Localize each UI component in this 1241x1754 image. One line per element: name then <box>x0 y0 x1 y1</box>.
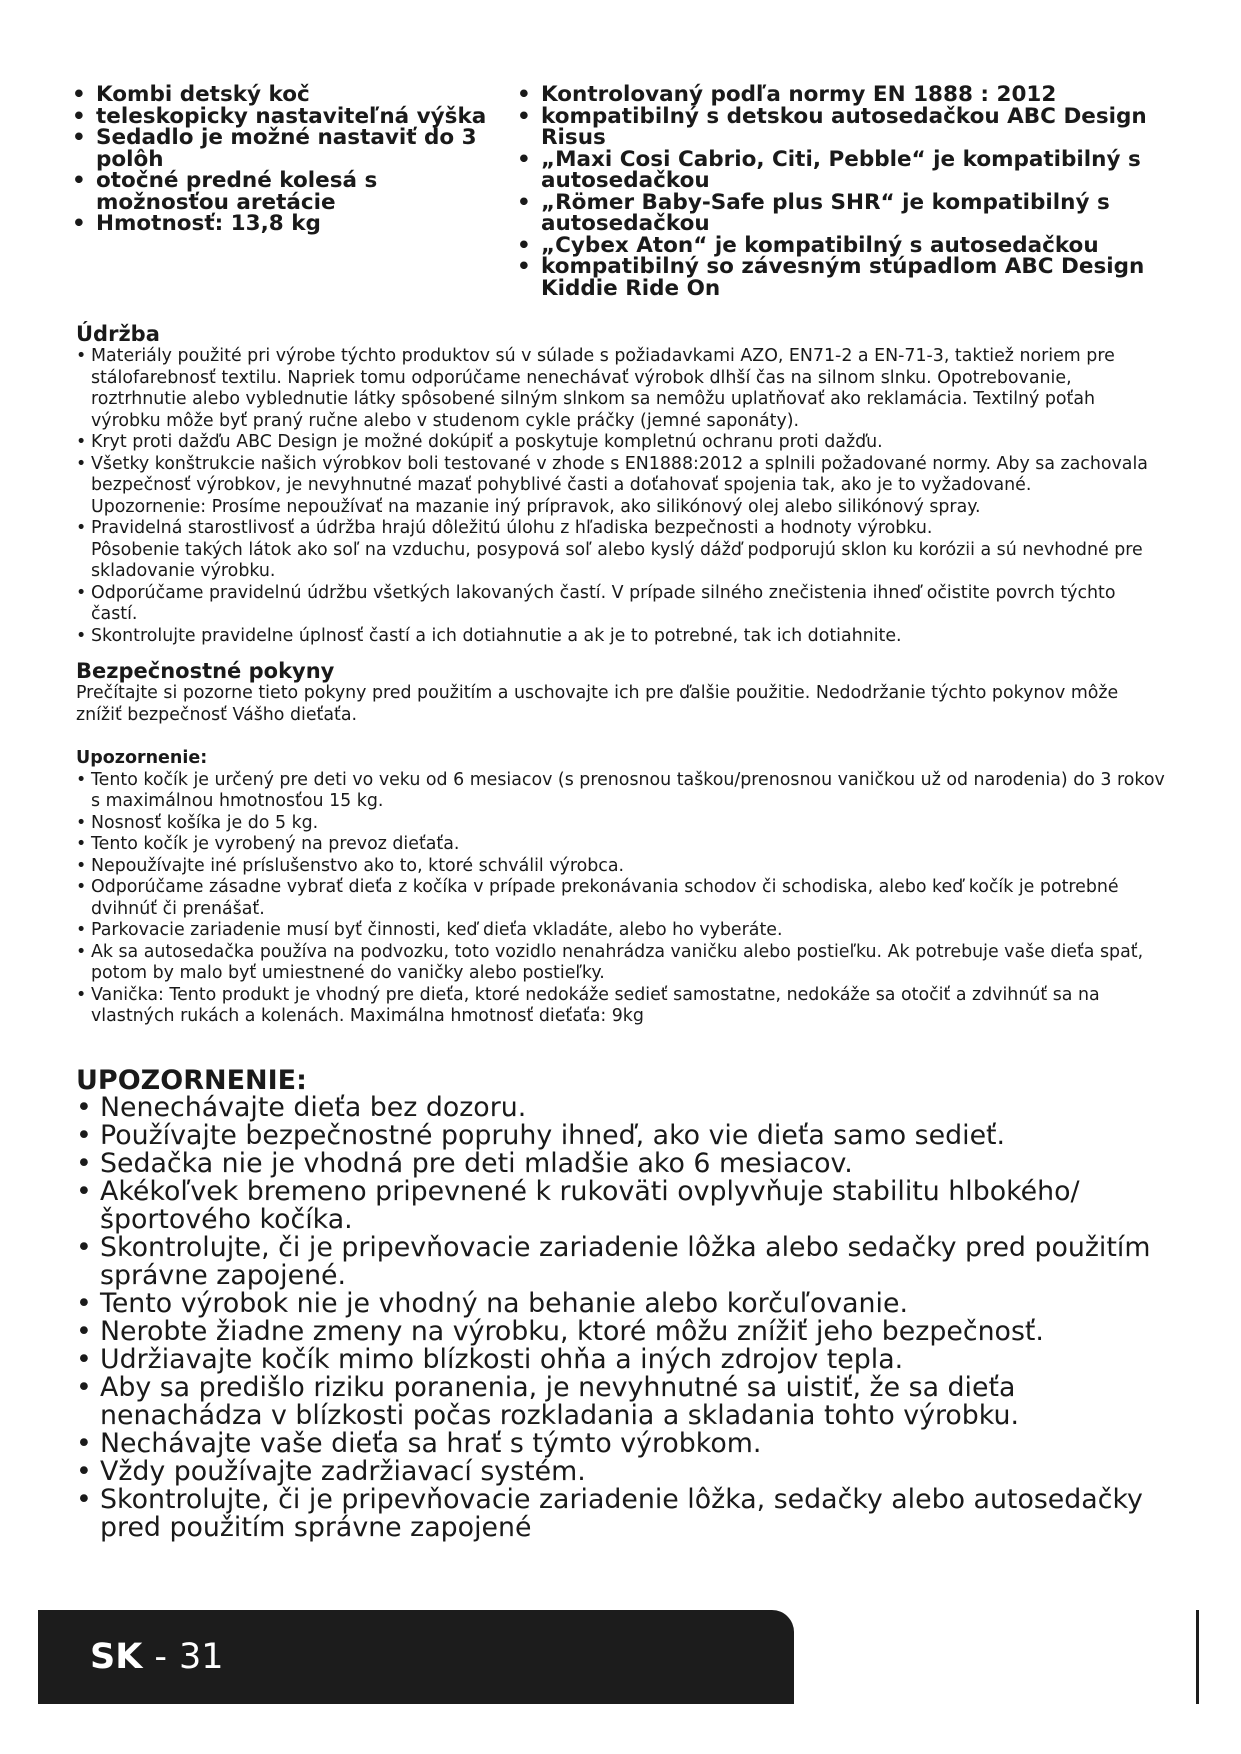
list-item: • Sedačka nie je vhodná pre deti mladšie ako 6 mesiacov. <box>76 1150 1166 1178</box>
item-text: Odporúčame pravidelnú údržbu všetkých lakovaných častí. V prípade silného znečistenia ihneď očistite povrch týchto častí. <box>91 582 1116 624</box>
warning-subtitle: Upozornenie: <box>76 748 208 768</box>
feature-item: • kompatibilný so závesným stúpadlom ABC Design Kiddie Ride On <box>517 256 1152 299</box>
feature-item: • „Maxi Cosi Cabrio, Citi, Pebble“ je kompatibilný s autosedačkou <box>517 149 1152 192</box>
main-content <box>76 322 1166 1542</box>
item-text: Pravidelná starostlivosť a údržba hrajú dôležitú úlohu z hľadiska bezpečnosti a hodnoty výrobku. <box>91 518 933 538</box>
item-text: Materiály použité pri výrobe týchto produktov sú v súlade s požiadavkami AZO, EN71-2 a EN-71-3, taktiež noriem pre stálofarebnosť textilu. Napriek tomu odporúčame nenechávať výrobok dlhší čas na silnom slnku. Opotrebovanie, roztrhnutie alebo vyblednutie látky spôsobené silným slnkom sa nemôžu uplatňovať ako reklamácia. Textilný poťah výrobku môže byť praný ručne alebo v studenom cykle práčky (jemné saponáty). <box>91 346 1115 431</box>
feature-item: • Sedadlo je možné nastaviť do 3 polôh <box>72 127 517 170</box>
page-number: 31 <box>178 1637 224 1677</box>
feature-item: • Hmotnosť: 13,8 kg <box>72 213 517 235</box>
list-item: • Vanička: Tento produkt je vhodný pre dieťa, ktoré nedokáže sedieť samostatne, nedokáže sa otočiť a zdvihnúť sa na vlastných rukách a kolenách. Maximálna hmotnosť dieťaťa: 9kg <box>76 985 1166 1028</box>
list-item: • Udržiavajte kočík mimo blízkosti ohňa a iných zdrojov tepla. <box>76 1346 1166 1374</box>
list-item: • Vždy používajte zadržiavací systém. <box>76 1458 1166 1486</box>
list-item: • Tento kočík je určený pre deti vo veku od 6 mesiacov (s prenosnou taškou/prenosnou vaničkou už od narodenia) do 3 rokov s maximálnou hmotnosťou 15 kg. <box>76 770 1166 813</box>
list-item: • Akékoľvek bremeno pripevnené k rukoväti ovplyvňuje stabilitu hlbokého/ športového kočíka. <box>76 1178 1166 1234</box>
feature-item: • Kombi detský koč <box>72 84 517 106</box>
feature-item: • teleskopicky nastaviteľná výška <box>72 106 517 128</box>
list-item: • Nosnosť košíka je do 5 kg. <box>76 813 1166 835</box>
item-text: Skontrolujte pravidelne úplnosť častí a ich dotiahnutie a ak je to potrebné, tak ich dotiahnite. <box>91 625 902 646</box>
footer-separator: - <box>154 1637 167 1677</box>
list-item: • Ak sa autosedačka používa na podvozku, toto vozidlo nenahrádza vaničku alebo postieľku. Ak potrebuje vaše dieťa spať, potom by malo byť umiestnené do vaničky alebo postieľky. <box>76 942 1166 985</box>
list-item: • Skontrolujte, či je pripevňovacie zariadenie lôžka, sedačky alebo autosedačky pred použitím správne zapojené <box>76 1486 1166 1542</box>
feature-item: • kompatibilný s detskou autosedačkou ABC Design Risus <box>517 106 1152 149</box>
list-item: • Používajte bezpečnostné popruhy ihneď, ako vie dieťa samo sedieť. <box>76 1122 1166 1150</box>
item-text: Všetky konštrukcie našich výrobkov boli testované v zhode s EN1888:2012 a splnili požadované normy. Aby sa zachovala bezpečnosť výrobkov, je nevyhnutné mazať pohyblivé časti a doťahovať spojenia tak, ako je to vyžadované. <box>91 453 1148 495</box>
item-note: Upozornenie: Prosíme nepoužívať na mazanie iný prípravok, ako silikónový olej alebo silikónový spray. <box>91 496 981 517</box>
big-warning-title: UPOZORNENIE: <box>76 1064 307 1096</box>
feature-item: • „Cybex Aton“ je kompatibilný s autosedačkou <box>517 235 1152 257</box>
maintenance-title: Údržba <box>76 322 160 346</box>
list-item <box>76 583 1166 626</box>
list-item: • Nechávajte vaše dieťa sa hrať s týmto výrobkom. <box>76 1430 1166 1458</box>
list-item <box>76 626 1166 648</box>
feature-columns <box>72 84 1152 299</box>
list-item: • Nerobte žiadne zmeny na výrobku, ktoré môžu znížiť jeho bezpečnosť. <box>76 1318 1166 1346</box>
maintenance-list <box>76 346 1166 647</box>
list-item: • Tento výrobok nie je vhodný na behanie alebo korčuľovanie. <box>76 1290 1166 1318</box>
feature-item: • Kontrolovaný podľa normy EN 1888 : 2012 <box>517 84 1152 106</box>
item-text: Kryt proti dažďu ABC Design je možné dokúpiť a poskytuje kompletnú ochranu proti dažďu. <box>91 432 883 452</box>
list-item <box>76 346 1166 432</box>
page-footer <box>38 1610 794 1704</box>
language-code: SK <box>90 1637 143 1677</box>
list-item: • Nepoužívajte iné príslušenstvo ako to, ktoré schválil výrobca. <box>76 856 1166 878</box>
list-item <box>76 432 1166 454</box>
item-note: Pôsobenie takých látok ako soľ na vzduchu, posypová soľ alebo kyslý dážď podporujú sklon ku korózii a sú nevhodné pre skladovanie výrobku. <box>91 539 1143 581</box>
list-item <box>76 518 1166 583</box>
feature-list-left <box>72 84 517 299</box>
feature-item: • otočné predné kolesá s možnosťou aretácie <box>72 170 517 213</box>
list-item: • Tento kočík je vyrobený na prevoz dieťaťa. <box>76 834 1166 856</box>
list-item: • Aby sa predišlo riziku poranenia, je nevyhnutné sa uistiť, že sa dieťa nenachádza v blízkosti počas rozkladania a skladania tohto výrobku. <box>76 1374 1166 1430</box>
list-item: • Parkovacie zariadenie musí byť činnosti, keď dieťa vkladáte, alebo ho vyberáte. <box>76 920 1166 942</box>
list-item: • Odporúčame zásadne vybrať dieťa z kočíka v prípade prekonávania schodov či schodiska, alebo keď kočík je potrebné dvihnúť či prenášať. <box>76 877 1166 920</box>
safety-intro: Prečítajte si pozorne tieto pokyny pred použitím a uschovajte ich pre ďalšie použitie. Nedodržanie týchto pokynov môže znížiť bezpečnosť Vášho dieťaťa. <box>76 683 1119 725</box>
feature-list-right <box>517 84 1152 299</box>
feature-item: • „Römer Baby-Safe plus SHR“ je kompatibilný s autosedačkou <box>517 192 1152 235</box>
big-warning-list <box>76 1091 1166 1543</box>
list-item <box>76 454 1166 519</box>
page-edge-divider <box>1196 1610 1199 1704</box>
list-item: • Skontrolujte, či je pripevňovacie zariadenie lôžka alebo sedačky pred použitím správne zapojené. <box>76 1234 1166 1290</box>
safety-list <box>76 770 1166 1028</box>
list-item: • Nenechávajte dieťa bez dozoru. <box>76 1094 1166 1122</box>
safety-title: Bezpečnostné pokyny <box>76 659 335 683</box>
